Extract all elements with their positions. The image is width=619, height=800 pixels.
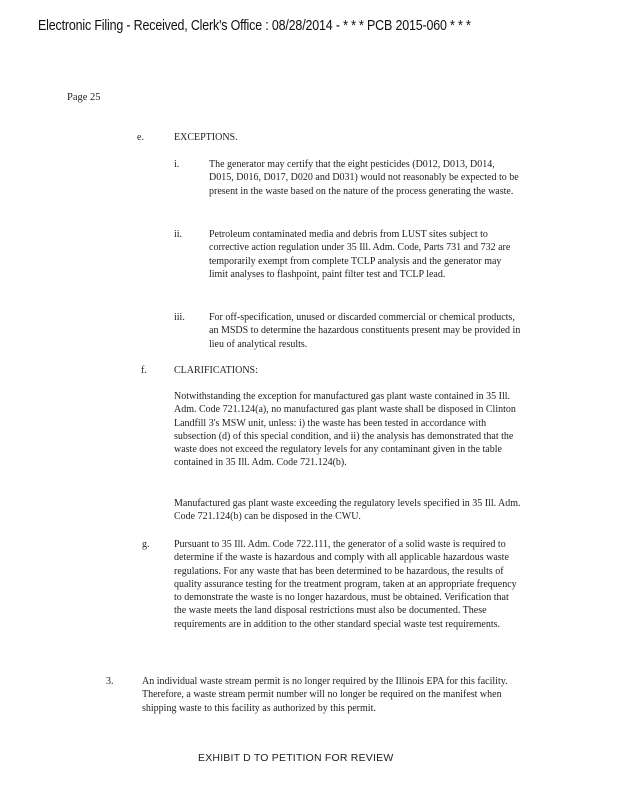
page-number: Page 25: [67, 92, 101, 103]
exception-ii-number: ii.: [174, 229, 183, 240]
exception-i-text: The generator may certify that the eight pesticides (D012, D013, D014, D015, D016, D017, D020 and D031) would not reasonably be expected to be present in the waste based on the nature of the process generating the waste.: [209, 159, 519, 197]
section-e-heading: EXCEPTIONS.: [174, 132, 238, 143]
exception-i-number: i.: [174, 159, 180, 170]
clarification-paragraph-1: Notwithstanding the exception for manufactured gas plant waste contained in 35 Ill. Adm. Code 721.124(a), no manufactured gas plant waste shall be disposed in Clinton Landfill 3's MSW unit, unless: i) the waste has been tested in accordance with subsection (d) of this special condition, and ii) the analysis has demonstrated that the waste does not exceed the regulatory levels for any contaminant given in the table contained in 35 Ill. Adm. Code 721.124(b).: [174, 391, 516, 469]
item-3-text: An individual waste stream permit is no longer required by the Illinois EPA for this facility. Therefore, a waste stream permit number will no longer be required on the manifest when shipping waste to this facility as authorized by this permit.: [142, 676, 508, 714]
electronic-filing-header: Electronic Filing - Received, Clerk's Office : 08/28/2014 - * * * PCB 2015-060 * * *: [38, 18, 471, 34]
section-g-label: g.: [142, 539, 150, 550]
section-f-heading: CLARIFICATIONS:: [174, 365, 258, 376]
exhibit-footer: EXHIBIT D TO PETITION FOR REVIEW: [198, 752, 394, 764]
section-f-label: f.: [141, 365, 147, 376]
exception-iii-text: For off-specification, unused or discarded commercial or chemical products, an MSDS to determine the hazardous constituents present may be provided in lieu of analytical results.: [209, 312, 521, 350]
exception-ii-text: Petroleum contaminated media and debris from LUST sites subject to corrective action regulation under 35 Ill. Adm. Code, Parts 731 and 732 are temporarily exempt from complete TCLP analysis and the generator may limit analyses to flashpoint, paint filter test and TCLP lead.: [209, 229, 511, 280]
section-e-label: e.: [137, 132, 144, 143]
exception-iii-number: iii.: [174, 312, 185, 323]
section-g-text: Pursuant to 35 Ill. Adm. Code 722.111, the generator of a solid waste is required to determine if the waste is hazardous and comply with all applicable hazardous waste regulations. For any waste that has been determined to be hazardous, the results of quality assurance testing for the treatment program, taken at an appropriate frequency to demonstrate the waste is no longer hazardous, must be obtained. Verification that the waste meets the land disposal restrictions must also be documented. These requirements are in addition to the other standard special waste test requirements.: [174, 539, 517, 630]
clarification-paragraph-2: Manufactured gas plant waste exceeding the regulatory levels specified in 35 Ill. Adm. Code 721.124(b) can be disposed in the CWU.: [174, 498, 521, 523]
item-3-label: 3.: [106, 676, 114, 687]
